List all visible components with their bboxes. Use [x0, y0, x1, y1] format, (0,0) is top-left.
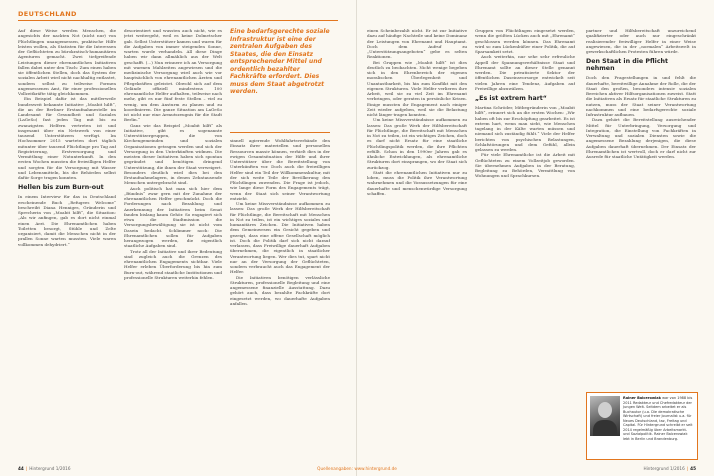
- paragraph: Martina Schröder, Mitbegründerin von „Moabit hilft“, erinnert sich an die ersten Wochen: „Wir haben oft bis zur Erschöpfung gearbeitet. Es ist extrem hart, wenn man sieht, wie Menschen tagelang in der Kälte warten müssen und niemand sich zuständig fühlt.“ Viele der Helfer berichten von psychischen Belastungen, Schlafstörungen und dem Gefühl, allein gelassen zu werden.: [475, 105, 575, 152]
- author-bio: [623, 396, 694, 441]
- left-footer: 44 | Hintergrund 1/2016: [18, 466, 71, 471]
- paragraph: In einem Interview für das in Deutschland erscheinende Buch „Refugees Welcome“ beschreibt Diana Henniges, Gründerin und Sprecherin von „Moabit hilft“, die Situation: „Als wir anfingen, gab es dort nicht einmal einen Arzt. Die Ehrenamtlichen haben Toiletten besorgt, Stühle und Zelte organisiert, damit die Menschen nicht in der prallen Sonne warten mussten. Viele waren vollkommen dehydriert.“: [18, 194, 116, 247]
- right-column-3: [586, 28, 696, 388]
- paragraph: Dazu gehört die Bereitstellung ausreichender Mittel für Unterbringung, Versorgung und Integration, die Einstellung von Fachkräften in Verwaltung und sozialen Diensten sowie die angemessene Bezahlung derjenigen, die diese Aufgaben dauerhaft übernehmen. Der Einsatz der Ehrenamtlichen ist wertvoll, doch er darf nicht zur Ausrede für staatliche Untätigkeit werden.: [586, 117, 696, 159]
- section-tag: DEUTSCHLAND: [18, 10, 77, 18]
- paragraph: Um keine Missverständnisse aufkommen zu lassen: Das große Werk der Hilfsbereitschaft für Flüchtlinge, die Bereitschaft mit Menschen in Not zu teilen, ist ein wichtiges Zeichen, doch es darf nicht Ersatz für eine staatliche Flüchtlingspolitik werden, die ihre Pflichten erfüllt. Schon in den 1990er Jahren gab es ähnliche Entwicklungen, als ehrenamtliche Strukturen dort einsprangen, wo der Staat sich zurückzog.: [367, 117, 467, 170]
- sources-note: Quellenangaben: www.hintergrund.de: [317, 466, 397, 471]
- paragraph: partner und Hilfsbereitschaft unzureichend qualifizierter oder auch nur eingeschränkt realisierender freiwilliger Helfer in einer Weise angewiesen, die in der „normalen“ Arbeitswelt in gewerkschaftlichen Protesten führen würde.: [586, 28, 696, 54]
- magazine-issue: Hintergrund 1/2016: [29, 466, 71, 471]
- paragraph: Die Initiativen benötigen verlässliche Strukturen, professionelle Begleitung und eine angemessene finanzielle Ausstattung. Dazu gehört auch, dass bezahlte Fachkräfte dort eingesetzt werden, wo dauerhafte Aufgaben anfallen.: [230, 274, 330, 306]
- right-page: [357, 0, 714, 476]
- paragraph: Doch den Fragestellungen in und fehlt die dauerhafte, bereitwillige Annahme der Rolle, die der Staat den großen, besonders intensiv sozialen Bereichen aktiver Hilfsorganisationen zuweist. Statt die Initiativen als Ersatz für staatliche Strukturen zu nutzen, muss der Staat seiner Verantwortung nachkommen und eine bedarfsgerechte soziale Infrastruktur aufbauen.: [586, 75, 696, 117]
- section-divider: [18, 20, 338, 21]
- page-number: 45: [690, 466, 696, 471]
- paragraph: Ganz wie das Beispiel „Moabit hilft“ als Initiative, gibt es sogenannte Unterstützergruppen, die von Kirchengemeinden und sozialen Organisationen getragen werden und sich der Versorgung in den Unterkünften widmen. Die meisten dieser Initiativen haben sich spontan gegründet und benötigen dringend Unterstützung, die ihnen der Staat verweigert. Besonders deutlich wird dies bei den Erstaufnahmelagern, in denen Zehntausende Menschen untergebracht sind.: [124, 122, 222, 186]
- author-bio-extra: Für Hintergrund schreibt er seit 2014 regelmäßig über Arbeitsmarkt- und Sozialpolitik. Rainer Balcerowiak lebt in Berlin und Brandenburg.: [623, 423, 693, 441]
- paragraph: sinnell agierende Wohlfahrtsverbände den Einsatz ihrer materiellen und personellen Ressourcen massiv können, verhielt dies in der ewigen Gesamtsituation der Hilfe und ihrer Unterstützer über die Bereitstellung von Unterkünften vor. Doch auch die freiwilligen Helfer sind ein Teil der Willkommenskultur, mit der sich weite Teile der Bevölkerung den Flüchtlingen zuwenden. Die Frage ist jedoch, wie lange diese Form des Engagements trägt, wenn der Staat sich seiner Verantwortung entzieht.: [230, 138, 330, 201]
- subheading: „Es ist extrem hart“: [475, 95, 547, 102]
- pull-quote-rule: [230, 132, 330, 133]
- paragraph: desorientiert und wussten auch nicht, wie es jetzt weitergeht, weil es keine Dolmetscher gab. Selbst Unterstützer kamen und waren für die Aufgaben von immer steigenden Sonne, warten wurde verhandeln. All diese Dinge haben wir dann allmählich aus der Welt geschafft. (...) Nun erinnere ich an Versorgung mit warmen Mahlzeiten angewiesen und die medizinische Versorgung wird auch wie vor hauptsächlich von ehrenamtlichen Ärzten und Pflegekräften geleistet. Obwohl sich auf dem Gelände offiziell mindestens 100 ehrenamtliche Helfer aufhalten, teilweise nach mehr, gibt es nur fünf feste Stellen – viel zu wenig, um dem Ansturm zu planen und zu koordinieren. Die ganze Situation am LaGeSo ist nicht nur eine Armutszeugnis für die Stadt Berlin.“: [124, 28, 222, 123]
- pull-quote: Eine bedarfsgerechte soziale Infrastruktur ist eine der zentralen Aufgaben des Staates, die den Einsatz entsprechender Mittel und ordentlich bezahlter Fachkräfte erfordert. Dies muss dem Staat abgetrotzt werden.: [230, 28, 330, 95]
- paragraph: Auch politisch hat man sich hier dem „Bündnis“ zwar gern mit der Zunahme der ehrenamtlichen Helfer geschmückt. Doch die Forderungen nach Bezahlung und Anerkennung der Initiativen beim Senat fanden bislang kaum Gehör. So engagiert sich etwa die Stadtmission die Versorgungsbewältigung sie ist nicht vom Dasein bedacht. Schlimmer noch: Die Ehrenamtlichen sollen für Aufgaben herangezogen werden, die eigentlich staatliche Aufgaben sind.: [124, 185, 222, 249]
- author-name: Rainer Balcerowiak: [623, 396, 661, 400]
- paragraph: Gruppen von Flüchtlingen eingesetzt werden, wenn die größten Lücken auch mit „Ehrenamt“ geschlossen werden können. Das Ehrenamt wird so zum Lückenbüßer einer Politik, die auf Sparsamkeit setzt.: [475, 28, 575, 54]
- author-photo: [590, 396, 620, 436]
- paragraph: Für viele Ehrenamtliche ist die Arbeit mit Geflüchteten zu einem Vollzeitjob geworden. Sie übernehmen Aufgaben in der Beratung, Begleitung zu Behörden, Vermittlung von Wohnungen und Sprachkursen.: [475, 152, 575, 179]
- page-number: 44: [18, 466, 24, 471]
- subheading: Hellen bis zum Burn-out: [18, 184, 104, 192]
- paragraph: Auch weiterhin, nur sehe sehr erfreuliche Appell der Spannungsverhältnisse Staat und Ehrenamt sollte an dieser Stelle genannt werden. Die privatisierte Sektor der öffentlichen Daseinsvorsorge entwickelt seit vielen Jahren eine Tendenz, Aufgaben auf Freiwillige abzuwälzen.: [475, 54, 575, 91]
- paragraph: Auf diese Weise werden Menschen, die angesichts der nackten Not (nicht nur) von Flüchtlingen unangemessen, praktische Hilfe leisten wollen, als Statisten für die Interessen der Geflüchteten zu bürokratisch-humanitären Agenturen gemacht. Zwei tiefgreifende Leistungen dieser ehrenamtlichen Initiativen fallen dabei unter den Tisch: Zum einen haben sie öffentlichen Stellen, doch das System der sozialen Arbeit wird nicht nachhaltig entlastet, sondern selbst zu teilweise Formen angemessenen Amt, für einer professionellen Vollzeitkräfte tätig gleichkommen.: [18, 28, 116, 96]
- author-bio-text: war von 1988 bis 2011 Redakteur und Chefredakteur der Jungen Welt. Seitdem arbeitet er als Buchautor (u.a. Die demokratische Wirtschaft) und freier Journalist u.a. für Neues Deutschland, taz, Freitag und Capital.: [623, 396, 693, 427]
- paragraph: Um keine Missverständnisse aufkommen zu lassen: Das große Werk der Hilfsbereitschaft für Flüchtlinge, die Bereitschaft mit Menschen in Not zu teilen, ist ein wichtiges soziales und humanitäres Zeichen. Die Initiativen haben dem Gemeinwesen ein Gesicht gegeben und gezeigt, dass eine offene Gesellschaft möglich ist. Doch die Politik darf sich nicht darauf verlassen, dass Freiwillige dauerhaft Aufgaben übernehmen, die eigentlich in staatlicher Verantwortung liegen. Wer dies tut, spart nicht nur an der Versorgung der Geflüchteten, sondern verbraucht auch das Engagement der Helfer.: [230, 201, 330, 275]
- paragraph: Ein Beispiel dafür ist das mittlerweile bundesweit bekannte Initiative „Moabit hilft“, die an der Berliner Erstaufnahmestelle im Landesamt für Gesundheit und Soziales (LaGeSo) fast jeden Tag mit bis zu zwanzigsten Helfern vertreten ist und insgesamt über ein Netzwerk von einer tausend Unterstützern verfügt. Im Hochsommer 2015 warteten dort täglich mitunter über tausend Flüchtlinge pro Tag auf Registrierung, Erstversorgung und Vermittlung einer Notunterkunft. In den ersten Wochen mussten die freiwilligen Helfer und sorgten für die Versorgung mit Wasser und Lebensmitteln, bis die Behörden selbst dafür Sorge tragen konnten.: [18, 96, 116, 180]
- author-box: [586, 392, 698, 460]
- left-column-1: [18, 28, 116, 468]
- paragraph: Bei Gruppen wie „Moabit hilft“ ist dies deutlich zu beobachten. Nicht wenige begeben sich in den Ehrenbereich der eigenen moralischen Überlegenheit und Unantastbarkeit, bis hin zum Konflikt mit den eigenen Strukturen. Viele Helfer verlieren ihre Arbeit, weil sie zu viel Zeit im Ehrenamt verbringen, oder geraten in persönliche Krisen. Einige mussten ihr Engagement nach einiger Zeit wieder aufgeben, weil sie die Belastung nicht länger tragen konnten.: [367, 59, 467, 117]
- left-column-2: [124, 28, 222, 468]
- left-column-3: [230, 138, 330, 468]
- right-footer: Hintergrund 1/2016 | 45: [643, 466, 696, 471]
- right-column-1: [367, 28, 467, 468]
- paragraph: Trotz all der Initiative und ihrer Bedeutung sind zugleich auch die Grenzen des ehrenamtlichen Engagements sichtbar. Viele Helfer erleben Überforderung bis hin zum Burn-out, während staatliche Institutionen und professionelle Strukturen weiterhin fehlen.: [124, 248, 222, 280]
- paragraph: Statt die ehrenamtlichen Initiativen nur zu loben, muss die Politik ihre Verantwortung wahrnehmen und die Voraussetzungen für eine dauerhafte und menschenwürdige Versorgung schaffen.: [367, 169, 467, 196]
- magazine-issue: Hintergrund 1/2016: [643, 466, 685, 471]
- subheading: Den Staat in die Pflicht nehmen: [586, 58, 669, 73]
- right-column-2: [475, 28, 575, 468]
- paragraph: einen Scheinbezahlt nicht. Er ist zur Initiative dazu auf häufige Nachteile und keine Dominanz der Leistungen von Ehrenamt und Hauptamt. Doch dem Aufruf zu „Unterstützungsangeboten“ gebe es selten Reaktionen.: [367, 28, 467, 60]
